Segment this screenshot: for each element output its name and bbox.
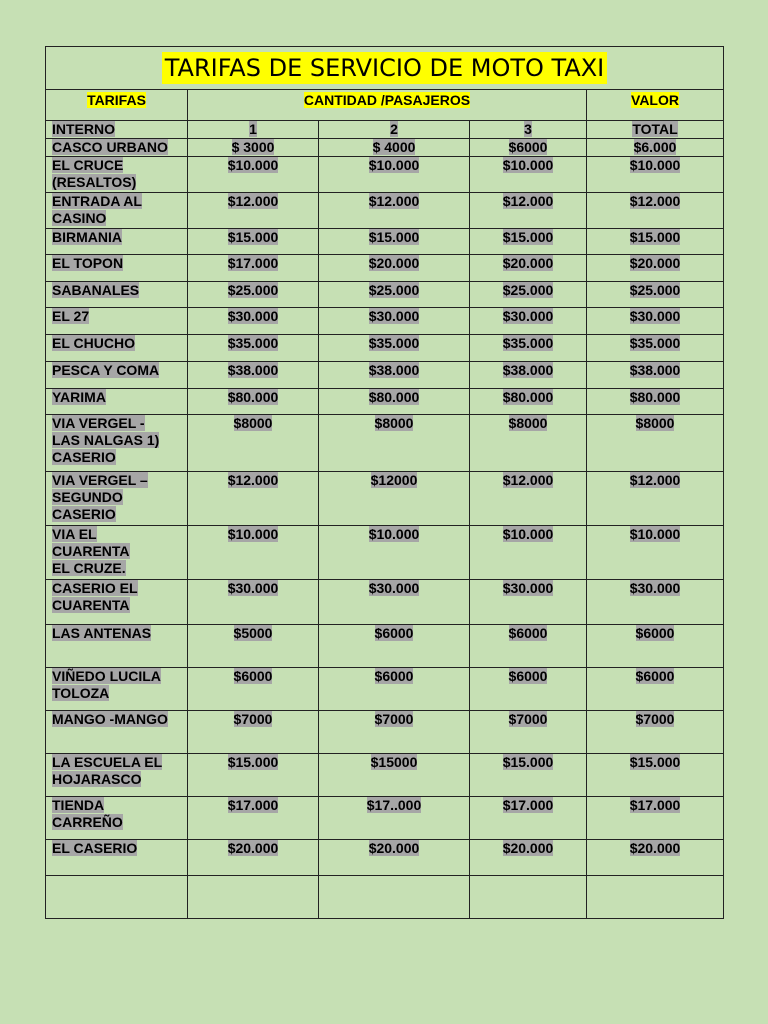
- subheader-total-cell: [587, 121, 724, 139]
- table-row: [46, 229, 724, 255]
- row-price-3-cell: [470, 876, 587, 919]
- subheader-row: [46, 121, 724, 139]
- row-total: $10.000: [629, 157, 681, 173]
- row-price-1: $12.000: [227, 472, 279, 488]
- row-destination: VIA EL CUARENTA EL CRUZE.: [52, 526, 130, 576]
- row-total-cell: [587, 308, 724, 335]
- row-price-2: $8000: [374, 415, 414, 431]
- row-total: $80.000: [629, 389, 681, 405]
- row-price-2-cell: [319, 472, 470, 526]
- row-total: $15.000: [629, 754, 681, 770]
- subheader-total: TOTAL: [632, 121, 678, 137]
- row-price-1: $5000: [233, 625, 273, 641]
- row-price-1-cell: [188, 876, 319, 919]
- row-destination: EL CRUCE (RESALTOS): [52, 157, 137, 190]
- row-price-1: $38.000: [227, 362, 279, 378]
- row-price-2-cell: [319, 415, 470, 472]
- row-price-3-cell: [470, 472, 587, 526]
- row-price-3: $10.000: [502, 526, 554, 542]
- row-price-1-cell: [188, 282, 319, 308]
- row-destination: LA ESCUELA EL HOJARASCO: [52, 754, 163, 787]
- table-row: [46, 389, 724, 415]
- row-destination-cell: [46, 580, 188, 625]
- row-destination: BIRMANIA: [52, 229, 122, 245]
- row-total: $20.000: [629, 255, 681, 271]
- row-price-3: $80.000: [502, 389, 554, 405]
- row-price-3-cell: [470, 754, 587, 797]
- row-price-3-cell: [470, 282, 587, 308]
- row-total-cell: [587, 335, 724, 362]
- row-price-3: $25.000: [502, 282, 554, 298]
- row-price-2: $20.000: [368, 840, 420, 856]
- row-total: $12.000: [629, 193, 681, 209]
- row-total-cell: [587, 282, 724, 308]
- subheader-col-2-cell: [319, 121, 470, 139]
- row-price-1-cell: [188, 415, 319, 472]
- row-destination-cell: [46, 193, 188, 229]
- row-price-3: $17.000: [502, 797, 554, 813]
- row-price-2-cell: [319, 797, 470, 840]
- row-destination: SABANALES: [52, 282, 140, 298]
- row-total-cell: [587, 472, 724, 526]
- row-price-2: $15.000: [368, 229, 420, 245]
- row-price-3: $12.000: [502, 472, 554, 488]
- row-total: $30.000: [629, 580, 681, 596]
- row-price-3-cell: [470, 415, 587, 472]
- table-row: [46, 472, 724, 526]
- table-row: [46, 335, 724, 362]
- row-destination: LAS ANTENAS: [52, 625, 152, 641]
- row-total: $38.000: [629, 362, 681, 378]
- row-total-cell: [587, 255, 724, 282]
- row-price-2: $10.000: [368, 157, 420, 173]
- row-destination-cell: [46, 625, 188, 668]
- table-row: [46, 282, 724, 308]
- row-total-cell: [587, 580, 724, 625]
- row-destination: CASCO URBANO: [52, 139, 168, 155]
- row-destination: TIENDA CARREÑO: [52, 797, 123, 830]
- row-price-1: $17.000: [227, 255, 279, 271]
- row-price-1: $30.000: [227, 580, 279, 596]
- header-valor-cell: [587, 90, 724, 121]
- row-destination-cell: [46, 362, 188, 389]
- row-price-2-cell: [319, 389, 470, 415]
- row-price-3-cell: [470, 335, 587, 362]
- row-destination-cell: [46, 157, 188, 193]
- row-price-2-cell: [319, 193, 470, 229]
- row-destination-cell: [46, 282, 188, 308]
- table-row: [46, 193, 724, 229]
- row-price-1-cell: [188, 797, 319, 840]
- row-price-3: $6000: [508, 625, 548, 641]
- row-price-3: $35.000: [502, 335, 554, 351]
- row-total: $10.000: [629, 526, 681, 542]
- row-price-3-cell: [470, 526, 587, 580]
- row-price-3-cell: [470, 193, 587, 229]
- row-price-2: $30.000: [368, 580, 420, 596]
- row-price-3-cell: [470, 139, 587, 157]
- row-price-2-cell: [319, 308, 470, 335]
- fare-table: [45, 46, 724, 919]
- row-price-3-cell: [470, 308, 587, 335]
- row-price-1: $7000: [233, 711, 273, 727]
- row-total-cell: [587, 389, 724, 415]
- row-price-2: $6000: [374, 668, 414, 684]
- row-total: $6.000: [633, 139, 677, 155]
- row-price-1-cell: [188, 255, 319, 282]
- row-destination: YARIMA: [52, 389, 106, 405]
- row-total-cell: [587, 526, 724, 580]
- row-destination: EL 27: [52, 308, 90, 324]
- row-price-2: $38.000: [368, 362, 420, 378]
- row-destination-cell: [46, 711, 188, 754]
- row-price-2-cell: [319, 139, 470, 157]
- subheader-col-1: 1: [249, 121, 257, 137]
- row-price-1-cell: [188, 389, 319, 415]
- row-price-2: $17..000: [366, 797, 422, 813]
- subheader-interno-cell: [46, 121, 188, 139]
- row-total: $12.000: [629, 472, 681, 488]
- row-price-3: $7000: [508, 711, 548, 727]
- row-price-3-cell: [470, 668, 587, 711]
- row-total-cell: [587, 876, 724, 919]
- row-destination: EL CHUCHO: [52, 335, 135, 351]
- row-price-1-cell: [188, 362, 319, 389]
- row-total: $6000: [635, 625, 675, 641]
- row-price-3-cell: [470, 711, 587, 754]
- row-price-1-cell: [188, 229, 319, 255]
- row-price-2-cell: [319, 282, 470, 308]
- row-price-1-cell: [188, 668, 319, 711]
- row-destination-cell: [46, 139, 188, 157]
- row-price-3: $30.000: [502, 580, 554, 596]
- row-price-2: $12.000: [368, 193, 420, 209]
- subheader-col-3: 3: [524, 121, 532, 137]
- row-price-3-cell: [470, 157, 587, 193]
- row-total-cell: [587, 415, 724, 472]
- row-price-2-cell: [319, 335, 470, 362]
- row-destination-cell: [46, 472, 188, 526]
- row-price-1: $10.000: [227, 157, 279, 173]
- row-price-2: $20.000: [368, 255, 420, 271]
- row-destination-cell: [46, 840, 188, 876]
- row-price-1: $17.000: [227, 797, 279, 813]
- row-destination: CASERIO EL CUARENTA: [52, 580, 138, 613]
- row-price-3: $6000: [508, 668, 548, 684]
- row-price-3-cell: [470, 229, 587, 255]
- row-destination: VIA VERGEL - LAS NALGAS 1) CASERIO: [52, 415, 160, 465]
- row-price-3-cell: [470, 389, 587, 415]
- row-price-1: $8000: [233, 415, 273, 431]
- row-price-1: $20.000: [227, 840, 279, 856]
- row-total: $17.000: [629, 797, 681, 813]
- row-destination: EL CASERIO: [52, 840, 138, 856]
- row-price-3: $38.000: [502, 362, 554, 378]
- row-price-1-cell: [188, 754, 319, 797]
- row-price-1-cell: [188, 308, 319, 335]
- row-price-1-cell: [188, 711, 319, 754]
- row-price-1: $80.000: [227, 389, 279, 405]
- row-price-1-cell: [188, 157, 319, 193]
- table-row: [46, 580, 724, 625]
- header-tarifas-cell: [46, 90, 188, 121]
- row-price-3: $20.000: [502, 255, 554, 271]
- row-price-2-cell: [319, 754, 470, 797]
- row-total-cell: [587, 840, 724, 876]
- row-price-1-cell: [188, 193, 319, 229]
- row-price-3: $30.000: [502, 308, 554, 324]
- row-price-2: $35.000: [368, 335, 420, 351]
- table-row: [46, 415, 724, 472]
- row-price-2-cell: [319, 876, 470, 919]
- row-price-2-cell: [319, 362, 470, 389]
- row-destination-cell: [46, 389, 188, 415]
- title-cell: [46, 47, 724, 90]
- row-price-3-cell: [470, 840, 587, 876]
- row-price-1: $10.000: [227, 526, 279, 542]
- row-price-1: $ 3000: [231, 139, 275, 155]
- table-row: [46, 840, 724, 876]
- row-total: $25.000: [629, 282, 681, 298]
- page-title: TARIFAS DE SERVICIO DE MOTO TAXI: [162, 52, 608, 84]
- row-price-1-cell: [188, 580, 319, 625]
- table-row: [46, 139, 724, 157]
- row-price-2: $30.000: [368, 308, 420, 324]
- row-destination: VIA VERGEL – SEGUNDO CASERIO: [52, 472, 148, 522]
- row-price-3: $12.000: [502, 193, 554, 209]
- header-cantidad-cell: [188, 90, 587, 121]
- table-row: [46, 362, 724, 389]
- row-price-2-cell: [319, 580, 470, 625]
- table-row: [46, 157, 724, 193]
- row-price-3: $6000: [508, 139, 548, 155]
- table-row: [46, 668, 724, 711]
- row-total-cell: [587, 193, 724, 229]
- header-valor: VALOR: [631, 92, 679, 108]
- header-tarifas: TARIFAS: [87, 92, 146, 108]
- row-destination-cell: [46, 526, 188, 580]
- row-price-3: $8000: [508, 415, 548, 431]
- row-price-3-cell: [470, 362, 587, 389]
- row-price-2: $ 4000: [372, 139, 416, 155]
- row-destination: EL TOPON: [52, 255, 124, 271]
- row-destination: PESCA Y COMA: [52, 362, 160, 378]
- row-price-2-cell: [319, 840, 470, 876]
- row-destination: MANGO -MANGO: [52, 711, 168, 727]
- table-row: [46, 754, 724, 797]
- row-total-cell: [587, 362, 724, 389]
- row-price-1-cell: [188, 139, 319, 157]
- subheader-col-2: 2: [390, 121, 398, 137]
- header-row: [46, 90, 724, 121]
- row-total: $30.000: [629, 308, 681, 324]
- row-destination-cell: [46, 335, 188, 362]
- row-price-3-cell: [470, 625, 587, 668]
- table-row: [46, 255, 724, 282]
- row-total-cell: [587, 139, 724, 157]
- row-price-1-cell: [188, 840, 319, 876]
- row-price-1-cell: [188, 472, 319, 526]
- row-destination: ENTRADA AL CASINO: [52, 193, 142, 226]
- row-price-2-cell: [319, 625, 470, 668]
- row-price-2-cell: [319, 668, 470, 711]
- row-total-cell: [587, 754, 724, 797]
- row-total: $7000: [635, 711, 675, 727]
- row-price-3: $20.000: [502, 840, 554, 856]
- table-row: [46, 526, 724, 580]
- row-price-1: $15.000: [227, 229, 279, 245]
- row-price-1: $12.000: [227, 193, 279, 209]
- row-price-2: $80.000: [368, 389, 420, 405]
- row-price-1: $35.000: [227, 335, 279, 351]
- row-price-1: $15.000: [227, 754, 279, 770]
- row-destination-cell: [46, 255, 188, 282]
- row-price-2: $12000: [370, 472, 418, 488]
- row-destination-cell: [46, 308, 188, 335]
- subheader-col-1-cell: [188, 121, 319, 139]
- row-price-3-cell: [470, 580, 587, 625]
- row-total-cell: [587, 668, 724, 711]
- row-price-3: $15.000: [502, 754, 554, 770]
- row-total-cell: [587, 157, 724, 193]
- row-price-3: $15.000: [502, 229, 554, 245]
- row-destination-cell: [46, 415, 188, 472]
- row-price-1-cell: [188, 526, 319, 580]
- row-price-2-cell: [319, 255, 470, 282]
- subheader-interno: INTERNO: [52, 121, 115, 137]
- table-row: [46, 711, 724, 754]
- table-row: [46, 797, 724, 840]
- row-price-2: $15000: [370, 754, 418, 770]
- row-destination-cell: [46, 229, 188, 255]
- row-total: $15.000: [629, 229, 681, 245]
- row-total-cell: [587, 229, 724, 255]
- row-total: $6000: [635, 668, 675, 684]
- row-total-cell: [587, 711, 724, 754]
- row-price-2-cell: [319, 157, 470, 193]
- table-row: [46, 308, 724, 335]
- row-price-2-cell: [319, 526, 470, 580]
- header-cantidad: CANTIDAD /PASAJEROS: [303, 92, 471, 108]
- row-destination: VIÑEDO LUCILA TOLOZA: [52, 668, 161, 701]
- row-price-2: $7000: [374, 711, 414, 727]
- row-total: $8000: [635, 415, 675, 431]
- row-price-2-cell: [319, 229, 470, 255]
- row-price-2: $25.000: [368, 282, 420, 298]
- row-price-2: $6000: [374, 625, 414, 641]
- row-price-3-cell: [470, 797, 587, 840]
- row-destination-cell: [46, 754, 188, 797]
- row-price-1-cell: [188, 335, 319, 362]
- row-price-3: $10.000: [502, 157, 554, 173]
- table-row: [46, 876, 724, 919]
- title-row: [46, 47, 724, 90]
- row-price-2: $10.000: [368, 526, 420, 542]
- row-total-cell: [587, 625, 724, 668]
- row-price-1: $30.000: [227, 308, 279, 324]
- row-price-3-cell: [470, 255, 587, 282]
- fare-rows: [46, 121, 724, 919]
- table-row: [46, 625, 724, 668]
- row-total: $20.000: [629, 840, 681, 856]
- subheader-col-3-cell: [470, 121, 587, 139]
- row-price-1: $25.000: [227, 282, 279, 298]
- row-price-2-cell: [319, 711, 470, 754]
- row-total-cell: [587, 797, 724, 840]
- row-destination-cell: [46, 797, 188, 840]
- row-destination-cell: [46, 876, 188, 919]
- row-price-1-cell: [188, 625, 319, 668]
- row-total: $35.000: [629, 335, 681, 351]
- row-price-1: $6000: [233, 668, 273, 684]
- row-destination-cell: [46, 668, 188, 711]
